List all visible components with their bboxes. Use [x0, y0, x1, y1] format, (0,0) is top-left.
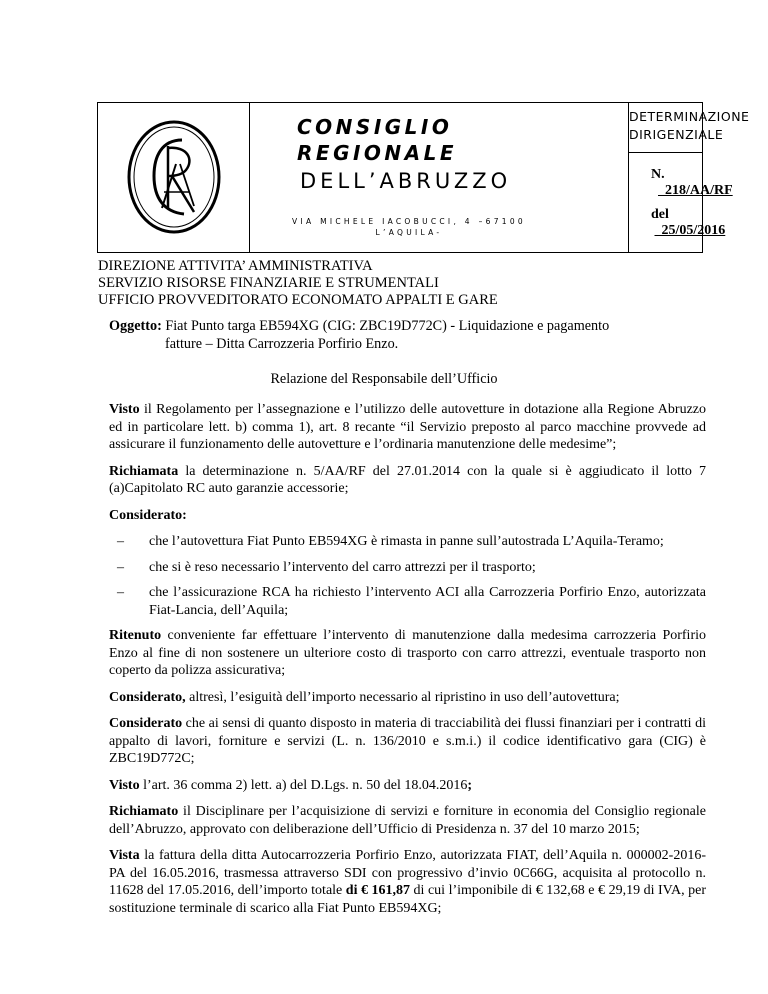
header-table: [97, 102, 750, 253]
office-line: UFFICIO PROVVEDITORATO ECONOMATO APPALTI E GARE: [98, 292, 498, 308]
determination-date-value: 25/05/2016: [661, 223, 726, 238]
org-name-line2: REGIONALE: [297, 141, 458, 165]
service-line: SERVIZIO RISORSE FINANZIARIE E STRUMENTALI: [98, 275, 439, 291]
paragraph-considerato-cig: Considerato che ai sensi di quanto disposto in materia di tracciabilità dei flussi finanziari per i contratti di appalto di lavori, forniture e servizi (L. n. 136/2010 e s.m.i.) il codice identificativo gara (CIG) è ZBC19D772C;: [109, 716, 706, 766]
subject-text-line2: fatture – Ditta Carrozzeria Porfirio Enzo.: [165, 336, 399, 352]
document-body: [109, 401, 706, 926]
report-heading: Relazione del Responsabile dell’Ufficio: [270, 371, 498, 387]
org-name-line1: CONSIGLIO: [297, 115, 453, 139]
determination-number: [651, 167, 733, 199]
paragraph-considerato-altresi: Considerato, altresì, l’esiguità dell’importo necessario al ripristino in uso dell’autovettura;: [109, 689, 620, 705]
crcra-logo: [124, 116, 224, 238]
org-name-cell: [250, 103, 629, 252]
considerations-list: [109, 533, 706, 619]
determination-cell: [629, 103, 750, 252]
determination-title-line2: DIRIGENZIALE: [629, 127, 724, 142]
subject-block: [109, 317, 705, 353]
paragraph-richiamata: Richiamata la determinazione n. 5/AA/RF del 27.01.2014 con la quale si è aggiudicato il lotto 7 (a)Capitolato RC auto garanzie accessorie;: [109, 463, 706, 496]
determination-date: [651, 207, 725, 239]
list-item: – che l’assicurazione RCA ha richiesto l’intervento ACI alla Carrozzeria Porfirio Enzo, autorizzata Fiat-Lancia, dell’Aquila;: [117, 585, 706, 618]
determination-title: [629, 108, 750, 144]
paragraph-ritenuto: Ritenuto conveniente far effettuare l’intervento di manutenzione dalla medesima carrozzeria Porfirio Enzo al fine di non sostenere un ulteriore costo di trasporto con carro attrezzi, eventuale trasporto non coperto da polizza assicurativa;: [109, 628, 706, 678]
determination-number-label: N.: [651, 167, 665, 182]
org-name-line3: DELL’ABRUZZO: [300, 169, 512, 193]
list-item: – che l’autovettura Fiat Punto EB594XG è rimasta in panne sull’autostrada L’Aquila-Teramo;: [117, 534, 664, 549]
department-block: [98, 258, 498, 309]
determination-title-line1: DETERMINAZIONE: [629, 109, 750, 124]
org-address: VIA MICHELE IACOBUCCI, 4 –67100 L’AQUILA-: [292, 217, 526, 237]
department-line: DIREZIONE ATTIVITA’ AMMINISTRATIVA: [98, 258, 373, 274]
paragraph-visto-art36: Visto l’art. 36 comma 2) lett. a) del D.Lgs. n. 50 del 18.04.2016;: [109, 777, 473, 793]
logo-cell: [98, 103, 250, 252]
paragraph-vista-fattura: Vista la fattura della ditta Autocarrozzeria Porfirio Enzo, autorizzata FIAT, dell’Aquila n. 000002-2016-PA del 16.05.2016, trasmessa attraverso SDI con progressivo d’invio 0C66G, acquisita al protocollo n. 11628 del 17.05.2016, dell’importo totale di € 161,87 di cui l’imponibile di € 132,68 e € 29,19 di IVA, per sostituzione terminale di scarico alla Fiat Punto EB594XG;: [109, 848, 706, 916]
determination-date-label: del: [651, 207, 669, 222]
list-item: – che si è reso necessario l’intervento del carro attrezzi per il trasporto;: [117, 559, 536, 575]
determination-divider: [629, 152, 702, 153]
determination-number-value: 218/AA/RF: [665, 183, 733, 198]
paragraph-visto-regolamento: Visto il Regolamento per l’assegnazione e l’utilizzo delle autovetture in dotazione alla Regione Abruzzo ed in particolare lett. b) comma 1), art. 8 recante “il Servizio preposto al parco macchine provvede ad assicurare il funzionamento delle autovetture e l’ordinaria manutenzione delle medesime”;: [109, 402, 706, 452]
subject-label: Oggetto:: [109, 318, 162, 334]
paragraph-considerato-heading: Considerato:: [109, 507, 187, 523]
subject-text-line1: Fiat Punto targa EB594XG (CIG: ZBC19D772C) - Liquidazione e pagamento: [165, 318, 610, 334]
paragraph-richiamato: Richiamato il Disciplinare per l’acquisizione di servizi e forniture in economia del Consiglio regionale dell’Abruzzo, approvato con deliberazione dell’Ufficio di Presidenza n. 37 del 10 marzo 2015;: [109, 804, 706, 837]
